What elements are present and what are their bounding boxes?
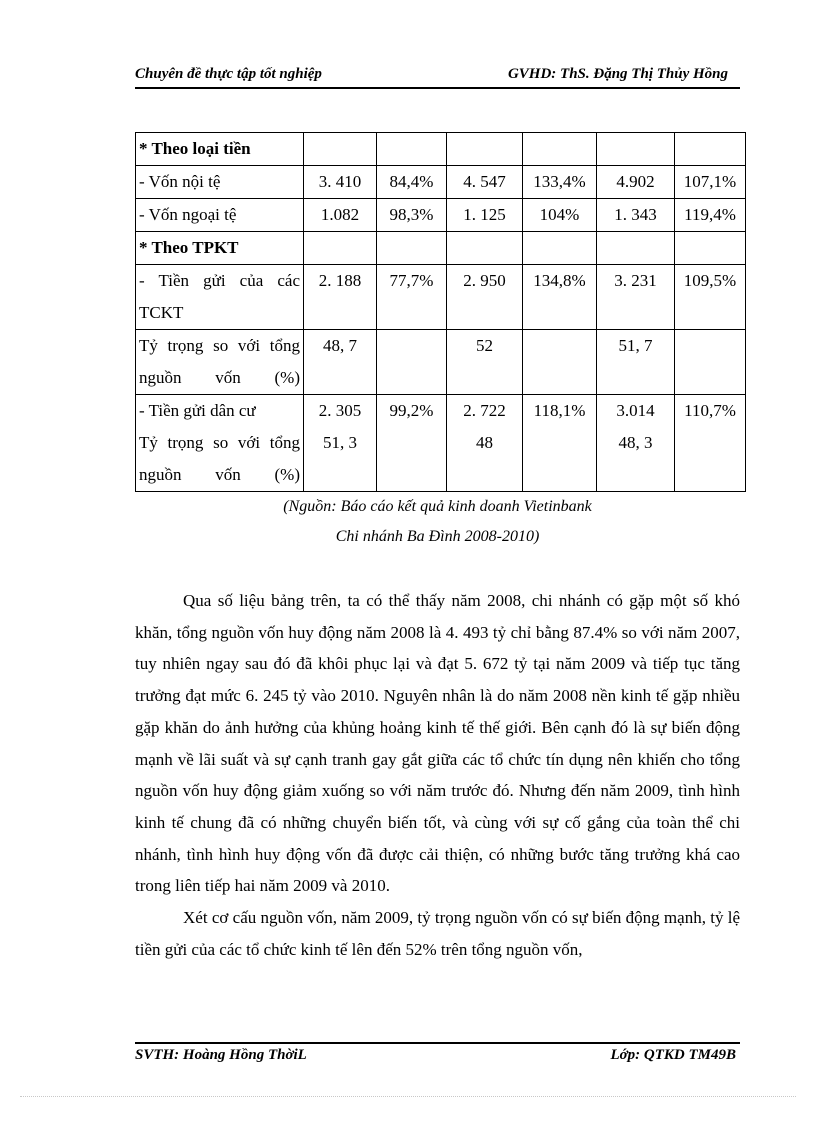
row-label: - Tiền gửi của các TCKT bbox=[136, 265, 304, 330]
table-row bbox=[136, 232, 746, 265]
row-label: Tỷ trọng so với tổng nguồn vốn (%) bbox=[136, 427, 304, 492]
table-cell: 51, 7 bbox=[597, 330, 675, 395]
table-row bbox=[136, 395, 746, 428]
table-cell: 1.082 bbox=[304, 199, 377, 232]
table-cell: 134,8% bbox=[523, 265, 597, 330]
table-cell: 98,3% bbox=[377, 199, 447, 232]
table-cell: 48, 3 bbox=[597, 427, 675, 492]
table-cell bbox=[675, 232, 746, 265]
header-course-title: Chuyên đề thực tập tốt nghiệp bbox=[135, 66, 322, 82]
page-header bbox=[135, 64, 740, 88]
paragraph: Xét cơ cấu nguồn vốn, năm 2009, tỷ trọng nguồn vốn có sự biến động mạnh, tỷ lệ tiền gửi của các tổ chức kinh tế lên đến 52% trên tổng nguồn vốn, bbox=[135, 908, 740, 959]
page-footer bbox=[135, 1047, 740, 1069]
table-row bbox=[136, 133, 746, 166]
table-cell: 48 bbox=[447, 427, 523, 492]
page-bottom-border bbox=[20, 1096, 796, 1097]
table-cell bbox=[523, 427, 597, 492]
table-cell bbox=[675, 330, 746, 395]
table-cell: 119,4% bbox=[675, 199, 746, 232]
row-label: - Vốn ngoại tệ bbox=[136, 199, 304, 232]
footer-divider bbox=[135, 1042, 740, 1044]
footer-student: SVTH: Hoàng Hồng ThờiL bbox=[135, 1047, 307, 1063]
body-text bbox=[135, 585, 740, 965]
table-cell bbox=[377, 427, 447, 492]
table-cell: 1. 343 bbox=[597, 199, 675, 232]
table-cell bbox=[523, 133, 597, 166]
table-row bbox=[136, 330, 746, 395]
table-cell bbox=[447, 232, 523, 265]
table-cell bbox=[523, 232, 597, 265]
table-cell bbox=[675, 133, 746, 166]
source-line-2: Chi nhánh Ba Đình 2008-2010) bbox=[335, 528, 540, 545]
table-cell bbox=[377, 330, 447, 395]
table-cell: 107,1% bbox=[675, 166, 746, 199]
row-label: - Vốn nội tệ bbox=[136, 166, 304, 199]
table-cell: 2. 188 bbox=[304, 265, 377, 330]
row-label: - Tiền gửi dân cư bbox=[136, 395, 304, 428]
table-cell: 1. 125 bbox=[447, 199, 523, 232]
table-row bbox=[136, 166, 746, 199]
header-divider bbox=[135, 87, 740, 89]
table-cell bbox=[597, 133, 675, 166]
table-cell: 109,5% bbox=[675, 265, 746, 330]
table-cell bbox=[377, 232, 447, 265]
table-cell: 4. 547 bbox=[447, 166, 523, 199]
row-label: * Theo loại tiền bbox=[136, 133, 304, 166]
table-cell bbox=[675, 427, 746, 492]
row-label: * Theo TPKT bbox=[136, 232, 304, 265]
table-cell: 99,2% bbox=[377, 395, 447, 428]
table-cell: 2. 305 bbox=[304, 395, 377, 428]
table-cell: 4.902 bbox=[597, 166, 675, 199]
table-cell: 84,4% bbox=[377, 166, 447, 199]
table-cell bbox=[447, 133, 523, 166]
table-cell: 2. 950 bbox=[447, 265, 523, 330]
source-line-1: (Nguồn: Báo cáo kết quả kinh doanh Vietinbank bbox=[283, 498, 592, 515]
row-label: Tỷ trọng so với tổng nguồn vốn (%) bbox=[136, 330, 304, 395]
table-cell bbox=[377, 133, 447, 166]
table-cell: 3. 410 bbox=[304, 166, 377, 199]
table-cell bbox=[304, 133, 377, 166]
header-supervisor: GVHD: ThS. Đặng Thị Thủy Hồng bbox=[507, 66, 728, 82]
table-cell: 2. 722 bbox=[447, 395, 523, 428]
table-cell: 52 bbox=[447, 330, 523, 395]
table-row bbox=[136, 199, 746, 232]
table-cell: 133,4% bbox=[523, 166, 597, 199]
table-cell: 3.014 bbox=[597, 395, 675, 428]
paragraph: Qua số liệu bảng trên, ta có thể thấy năm 2008, chi nhánh có gặp một số khó khăn, tổng nguồn vốn huy động năm 2008 là 4. 493 tỷ chỉ bằng 87.4% so với năm 2007, tuy nhiên ngay sau đó đã khôi phục lại và đạt 5. 672 tỷ tại năm 2009 và tiếp tục tăng trưởng đạt mức 6. 245 tỷ vào 2010. Nguyên nhân là do năm 2008 nền kinh tế gặp nhiều gặp khăn do ảnh hưởng của khủng hoảng kinh tế thế giới. Bên cạnh đó là sự biến động mạnh về lãi suất và sự cạnh tranh gay gắt giữa các tổ chức tín dụng nên khiến cho tổng nguồn vốn huy động giảm xuống so với năm trước đó. Nhưng đến năm 2009, tình hình kinh tế chung đã có những chuyển biến tốt, và cùng với sự cố gắng của toàn thể chi nhánh, tình hình huy động vốn đã được cải thiện, có những bước tăng trưởng khá cao trong liên tiếp hai năm 2009 và 2010. bbox=[135, 591, 740, 896]
table-cell: 110,7% bbox=[675, 395, 746, 428]
table-cell: 48, 7 bbox=[304, 330, 377, 395]
table-row bbox=[136, 427, 746, 492]
footer-class: Lớp: QTKD TM49B bbox=[610, 1047, 736, 1063]
table-source-note bbox=[135, 492, 740, 552]
table-cell: 77,7% bbox=[377, 265, 447, 330]
table-row bbox=[136, 265, 746, 330]
capital-structure-table bbox=[135, 132, 746, 492]
table-cell: 51, 3 bbox=[304, 427, 377, 492]
table-cell: 104% bbox=[523, 199, 597, 232]
table-cell bbox=[304, 232, 377, 265]
table-cell: 118,1% bbox=[523, 395, 597, 428]
table-cell bbox=[523, 330, 597, 395]
table-cell: 3. 231 bbox=[597, 265, 675, 330]
table-cell bbox=[597, 232, 675, 265]
